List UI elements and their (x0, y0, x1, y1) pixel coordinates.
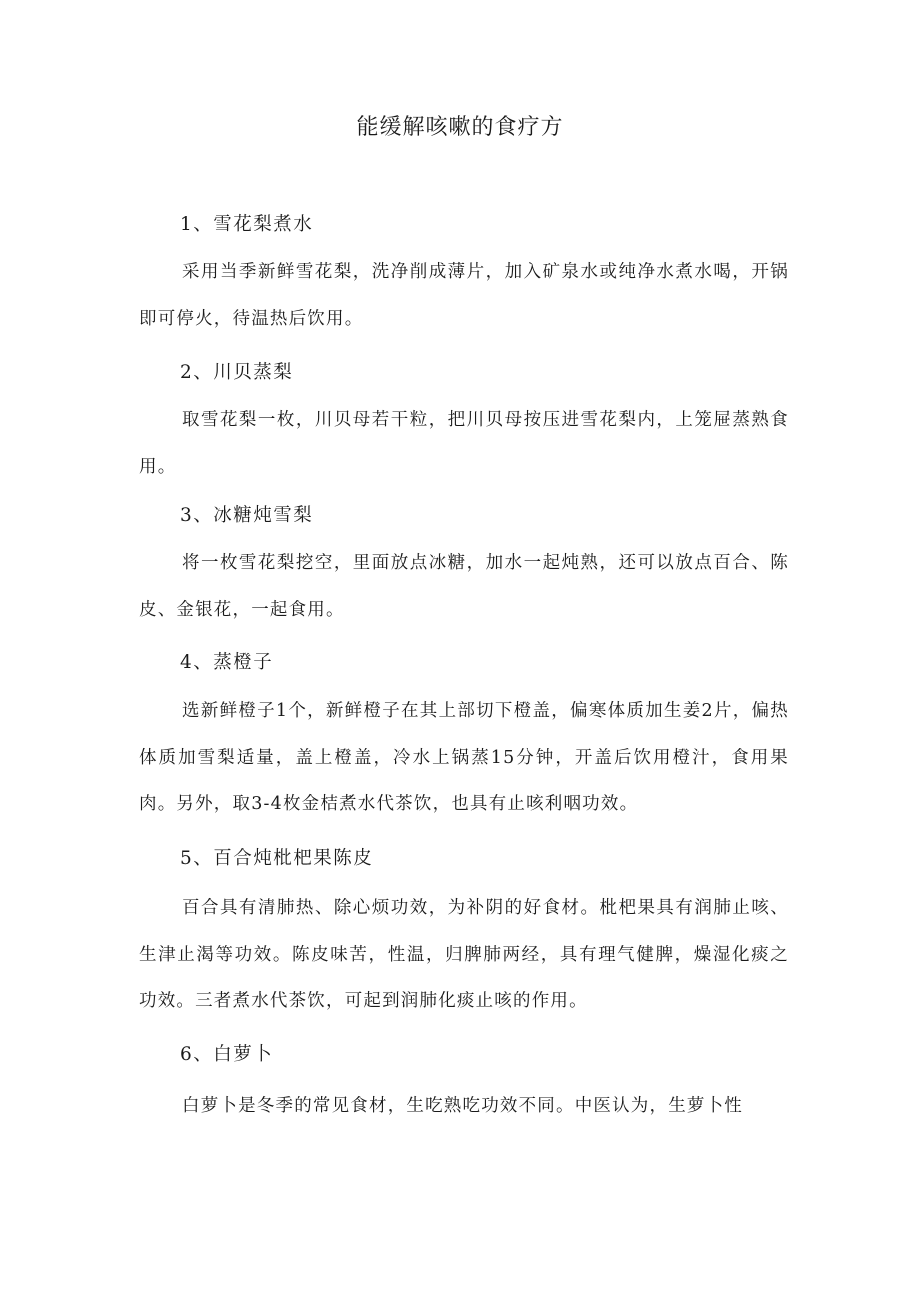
section-heading-6: 6、白萝卜 (180, 1044, 274, 1065)
section-body-1: 采用当季新鲜雪花梨，洗净削成薄片，加入矿泉水或纯净水煮水喝，开锅即可停火，待温热后饮用。 (139, 262, 789, 329)
document-title: 能缓解咳嗽的食疗方 (356, 115, 564, 140)
section-heading-2: 2、川贝蒸梨 (180, 362, 294, 383)
section-body-2: 取雪花梨一枚，川贝母若干粒，把川贝母按压进雪花梨内，上笼屉蒸熟食用。 (139, 410, 789, 477)
section-heading-1: 1、雪花梨煮水 (180, 214, 314, 235)
section-body-6: 白萝卜是冬季的常见食材，生吃熟吃功效不同。中医认为，生萝卜性 (182, 1096, 743, 1116)
section-body-5: 百合具有清肺热、除心烦功效，为补阴的好食材。枇杷果具有润肺止咳、生津止渴等功效。陈皮味苦，性温，归脾肺两经，具有理气健脾，燥湿化痰之功效。三者煮水代茶饮，可起到润肺化痰止咳的作用。 (139, 898, 789, 1011)
section-heading-3: 3、冰糖炖雪梨 (180, 505, 314, 526)
section-heading-4: 4、蒸橙子 (180, 652, 274, 673)
section-body-3: 将一枚雪花梨挖空，里面放点冰糖，加水一起炖熟，还可以放点百合、陈皮、金银花，一起食用。 (139, 553, 789, 620)
section-heading-5: 5、百合炖枇杷果陈皮 (180, 848, 374, 869)
section-body-4: 选新鲜橙子1个，新鲜橙子在其上部切下橙盖，偏寒体质加生姜2片，偏热体质加雪梨适量，盖上橙盖，冷水上锅蒸15分钟，开盖后饮用橙汁，食用果肉。另外，取3-4枚金桔煮水代茶饮，也具有止咳利咽功效。 (139, 701, 789, 814)
